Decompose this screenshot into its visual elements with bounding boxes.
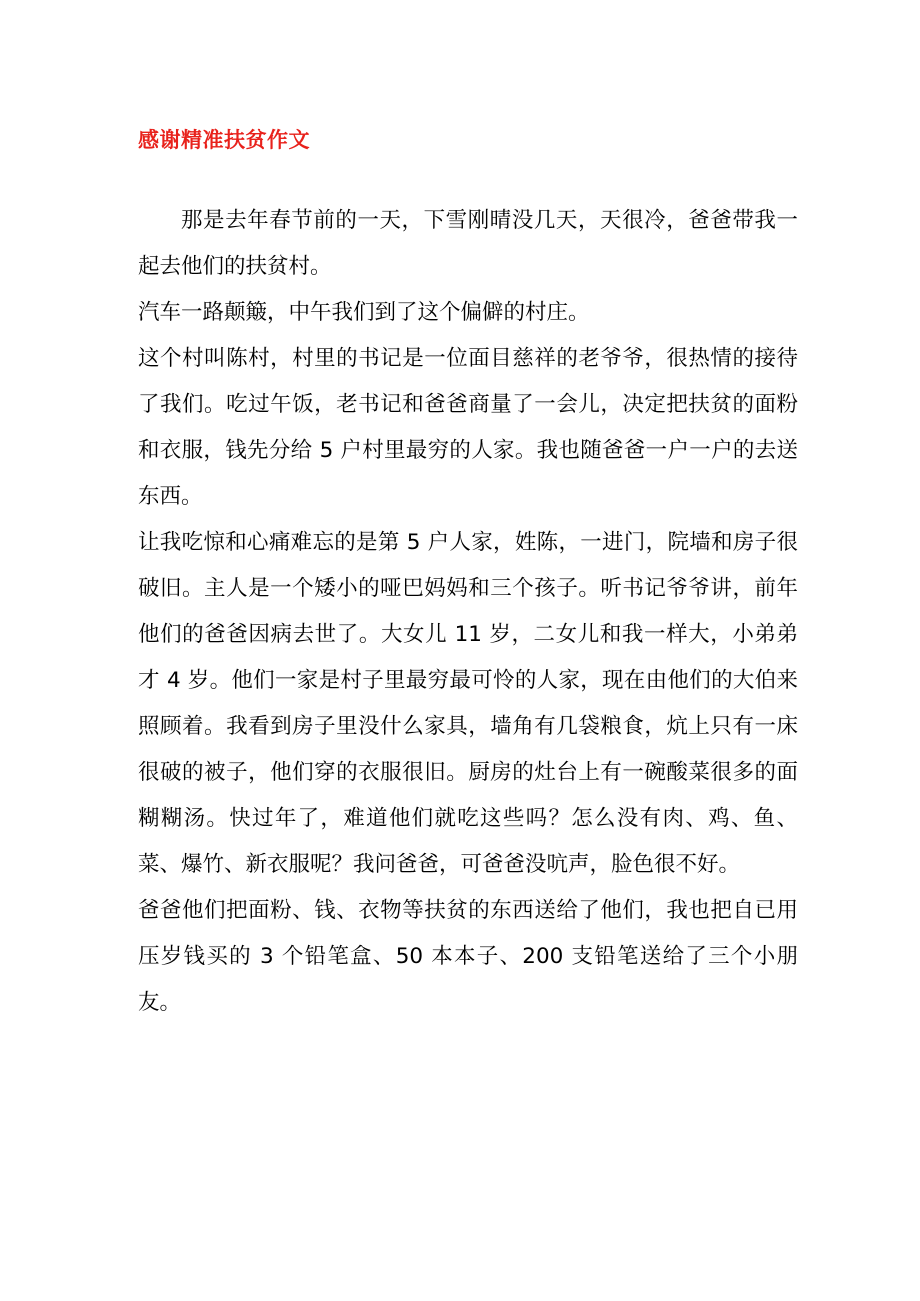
document-title: 感谢精准扶贫作文 bbox=[138, 128, 310, 152]
paragraph: 汽车一路颠簸，中午我们到了这个偏僻的村庄。 bbox=[138, 300, 590, 325]
paragraph: 那是去年春节前的一天，下雪刚晴没几天，天很冷，爸爸带我一起去他们的扶贫村。 bbox=[138, 208, 798, 279]
paragraph: 这个村叫陈村，村里的书记是一位面目慈祥的老爷爷，很热情的接待了我们。吃过午饭，老书记和爸爸商量了一会儿，决定把扶贫的面粉和衣服，钱先分给 5 户村里最穷的人家。我也随爸爸一户一户的去送东西。 bbox=[138, 346, 798, 509]
paragraph: 让我吃惊和心痛难忘的是第 5 户人家，姓陈，一进门，院墙和房子很破旧。主人是一个矮小的哑巴妈妈和三个孩子。听书记爷爷讲，前年他们的爸爸因病去世了。大女儿 11 岁，二女儿和我一样大，小弟弟才 4 岁。他们一家是村子里最穷最可怜的人家，现在由他们的大伯来照顾着。我看到房子里没什么家具，墙角有几袋粮食，炕上只有一床很破的被子，他们穿的衣服很旧。厨房的灶台上有一碗酸菜很多的面糊糊汤。快过年了，难道他们就吃这些吗？怎么没有肉、鸡、鱼、菜、爆竹、新衣服呢？我问爸爸，可爸爸没吭声，脸色很不好。 bbox=[138, 530, 798, 877]
paragraph: 爸爸他们把面粉、钱、衣物等扶贫的东西送给了他们，我也把自已用压岁钱买的 3 个铅笔盒、50 本本子、200 支铅笔送给了三个小朋友。 bbox=[138, 898, 798, 1015]
document-body bbox=[138, 198, 798, 1026]
